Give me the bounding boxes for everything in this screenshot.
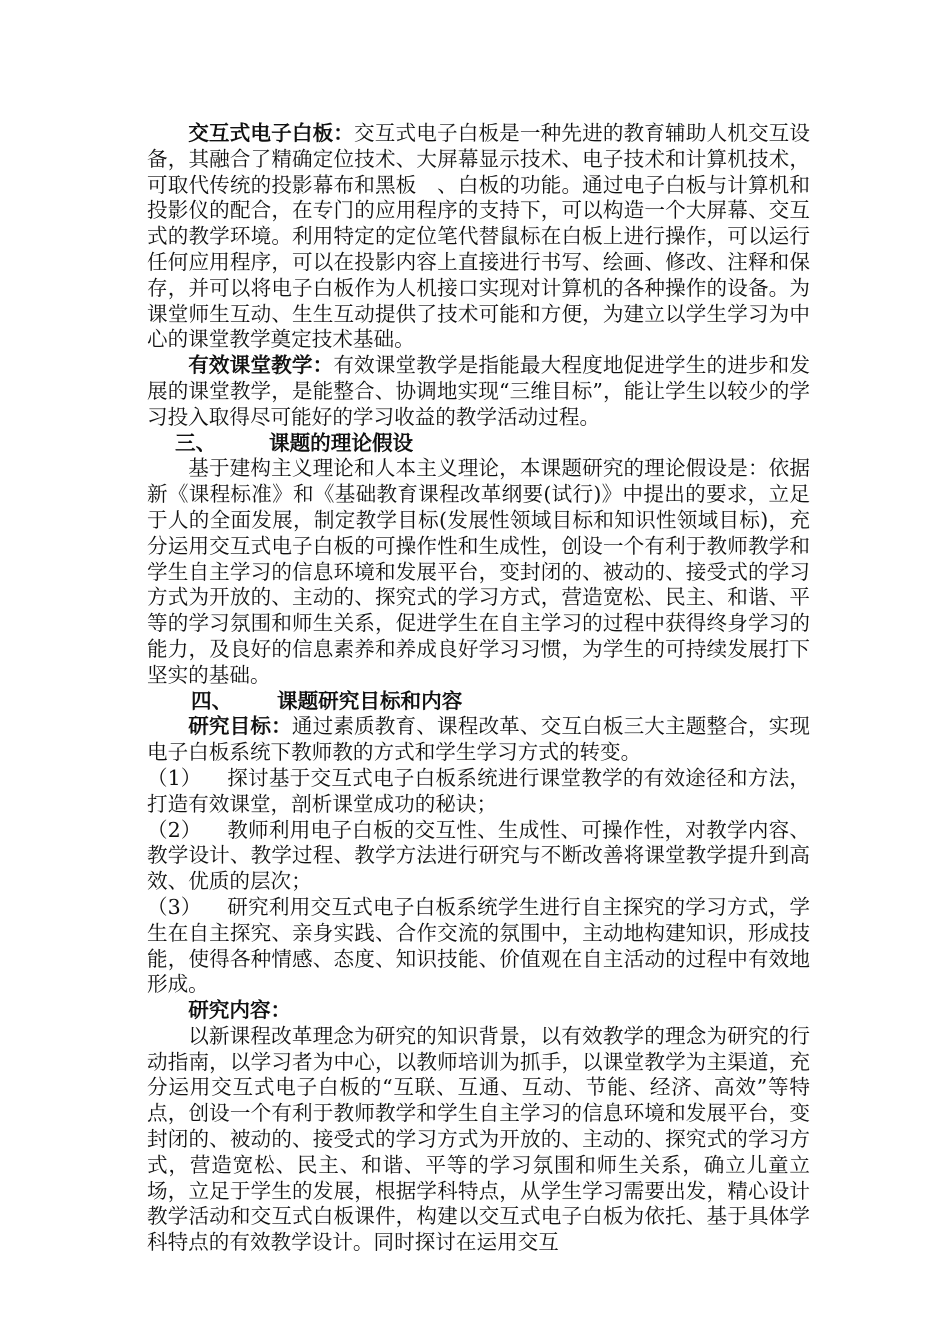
list-item-number: （2） — [147, 817, 202, 842]
term-research-content: 研究内容： — [188, 998, 292, 1023]
paragraph-effective-teaching-definition — [147, 353, 810, 430]
heading-title: 课题的理论假设 — [269, 430, 414, 455]
definition-text: 有效课堂教学是指能最大程度地促进学生的进步和发展的课堂教学，是能整合、协调地实现“三维目标”，能让学生以较少的学习投入取得尽可能好的学习收益的教学活动过程。 — [147, 353, 811, 429]
section-heading-4 — [147, 689, 810, 715]
paragraph-research-goal — [147, 714, 810, 766]
paragraph-research-content: 以新课程改革理念为研究的知识背景，以有效教学的理念为研究的行动指南，以学习者为中心，以教师培训为抓手，以课堂教学为主渠道，充分运用交互式电子白板的“互联、互通、互动、节能、经济、高效”等特点，创设一个有利于教师教学和学生自主学习的信息环境和发展平台，变封闭的、被动的、接受式的学习方式为开放的、主动的、探究式的学习方式，营造宽松、民主、和谐、平等的学习氛围和师生关系，确立儿童立场，立足于学生的发展，根据学科特点，从学生学习需要出发，精心设计教学活动和交互式白板课件，构建以交互式电子白板为依托、基于具体学科特点的有效教学设计。同时探讨在运用交互 — [147, 1023, 810, 1255]
section-heading-3 — [147, 431, 810, 457]
definition-text: 交互式电子白板是一种先进的教育辅助人机交互设备，其融合了精确定位技术、大屏幕显示技术、电子技术和计算机技术，可取代传统的投影幕布和黑板 、白板的功能。通过电子白板与计算机和投影仪的配合，在专门的应用程序的支持下，可以构造一个大屏幕、交互式的教学环境。利用特定的定位笔代替鼠标在白板上进行操作，可以运行任何应用程序，可以在投影内容上直接进行书写、绘画、修改、注释和保存，并可以将电子白板作为人机接口实现对计算机的各种操作的设备。为课堂师生互动、生生互动提供了技术可能和方便，为建立以学生学习为中心的课堂教学奠定技术基础。 — [147, 121, 811, 352]
list-item-number: （3） — [147, 894, 202, 919]
list-item-text: 探讨基于交互式电子白板系统进行课堂教学的有效途径和方法，打造有效课堂，剖析课堂成功的秘诀； — [147, 765, 810, 816]
goal-text: 通过素质教育、课程改革、交互白板三大主题整合，实现电子白板系统下教师教的方式和学生学习方式的转变。 — [147, 714, 811, 765]
list-item-number: （1） — [147, 765, 202, 790]
term-research-goal: 研究目标： — [188, 714, 292, 739]
paragraph-whiteboard-definition — [147, 121, 810, 353]
heading-number: 四、 — [191, 688, 233, 713]
term-effective-teaching: 有效课堂教学： — [188, 353, 334, 378]
term-whiteboard: 交互式电子白板： — [188, 121, 355, 145]
list-item — [147, 818, 810, 895]
heading-number: 三、 — [175, 430, 217, 455]
list-item — [147, 895, 810, 998]
paragraph-research-content-label — [147, 998, 810, 1024]
heading-title: 课题研究目标和内容 — [277, 688, 463, 713]
list-item — [147, 766, 810, 818]
document-page — [147, 121, 810, 1256]
list-item-text: 研究利用交互式电子白板系统学生进行自主探究的学习方式，学生在自主探究、亲身实践、合作交流的氛围中，主动地构建知识，形成技能，使得各种情感、态度、知识技能、价值观在自主活动的过程中有效地形成。 — [147, 894, 810, 997]
list-item-text: 教师利用电子白板的交互性、生成性、可操作性，对教学内容、教学设计、教学过程、教学方法进行研究与不断改善将课堂教学提升到高效、优质的层次； — [147, 817, 810, 894]
paragraph-theory-hypothesis: 基于建构主义理论和人本主义理论，本课题研究的理论假设是：依据新《课程标准》和《基础教育课程改革纲要(试行)》中提出的要求，立足于人的全面发展，制定教学目标(发展性领域目标和知识性领域目标)，充分运用交互式电子白板的可操作性和生成性，创设一个有利于教师教学和学生自主学习的信息环境和发展平台，变封闭的、被动的、接受式的学习方式为开放的、主动的、探究式的学习方式，营造宽松、民主、和谐、平等的学习氛围和师生关系，促进学生在自主学习的过程中获得终身学习的能力，及良好的信息素养和养成良好学习习惯，为学生的可持续发展打下坚实的基础。 — [147, 456, 810, 687]
